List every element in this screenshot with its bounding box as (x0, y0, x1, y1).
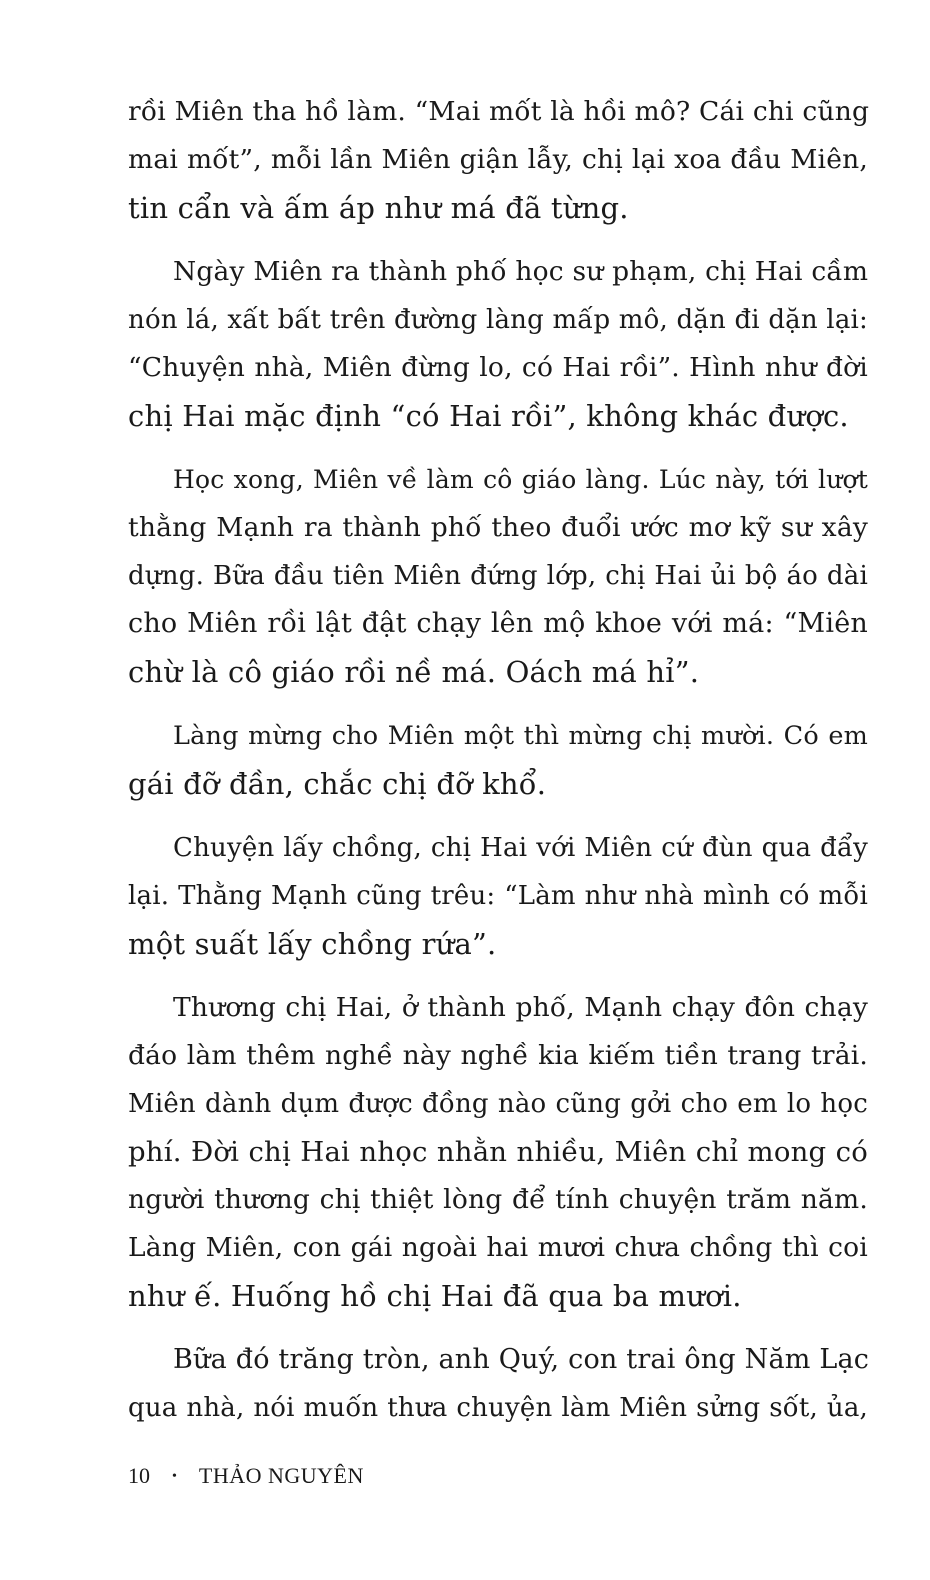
body-line: Làng mừng cho Miên một thì mừng chị mười. Có em (173, 721, 868, 751)
body-line: thằng Mạnh ra thành phố theo đuổi ước mơ kỹ sư xây (128, 512, 868, 543)
body-line: người thương chị thiệt lòng để tính chuyện trăm năm. (128, 1184, 868, 1215)
body-line: phí. Đời chị Hai nhọc nhằn nhiều, Miên chỉ mong có (128, 1136, 868, 1168)
page-footer (128, 1462, 364, 1491)
body-line: qua nhà, nói muốn thưa chuyện làm Miên sửng sốt, ủa, (128, 1393, 868, 1423)
body-line: Bữa đó trăng tròn, anh Quý, con trai ông Năm Lạc (173, 1344, 870, 1375)
body-line: nón lá, xất bất trên đường làng mấp mô, dặn đi dặn lại: (128, 305, 868, 335)
body-line: tin cẩn và ấm áp như má đã từng. (128, 191, 629, 225)
body-line: Miên dành dụm được đồng nào cũng gởi cho em lo học (128, 1089, 868, 1119)
body-line: lại. Thằng Mạnh cũng trêu: “Làm như nhà mình có mỗi (128, 881, 868, 911)
body-line: cho Miên rồi lật đật chạy lên mộ khoe với má: “Miên (128, 608, 868, 639)
author-name: THẢO NGUYÊN (198, 1463, 364, 1488)
body-line: một suất lấy chồng rứa”. (128, 927, 497, 961)
body-line: Chuyện lấy chồng, chị Hai với Miên cứ đùn qua đẩy (173, 833, 868, 863)
body-line: Làng Miên, con gái ngoài hai mươi chưa chồng thì coi (128, 1232, 868, 1263)
footer-separator: • (172, 1469, 177, 1484)
body-line: Học xong, Miên về làm cô giáo làng. Lúc này, tới lượt (173, 465, 868, 494)
page-number: 10 (128, 1463, 150, 1488)
body-line: Thương chị Hai, ở thành phố, Mạnh chạy đôn chạy (173, 992, 868, 1023)
body-line: rồi Miên tha hồ làm. “Mai mốt là hồi mô? Cái chi cũng (128, 96, 870, 127)
body-line: dựng. Bữa đầu tiên Miên đứng lớp, chị Hai ủi bộ áo dài (128, 561, 868, 591)
body-line: gái đỡ đần, chắc chị đỡ khổ. (128, 767, 547, 801)
body-line: “Chuyện nhà, Miên đừng lo, có Hai rồi”. Hình như đời (128, 352, 868, 383)
body-line: Ngày Miên ra thành phố học sư phạm, chị Hai cầm (173, 256, 869, 287)
body-line: chừ là cô giáo rồi nề má. Oách má hỉ”. (128, 655, 700, 689)
body-line: mai mốt”, mỗi lần Miên giận lẫy, chị lại xoa đầu Miên, (128, 144, 868, 175)
body-line: như ế. Huống hồ chị Hai đã qua ba mươi. (128, 1279, 742, 1313)
body-line: đáo làm thêm nghề này nghề kia kiếm tiền trang trải. (128, 1040, 868, 1071)
body-line: chị Hai mặc định “có Hai rồi”, không khác được. (128, 399, 849, 433)
